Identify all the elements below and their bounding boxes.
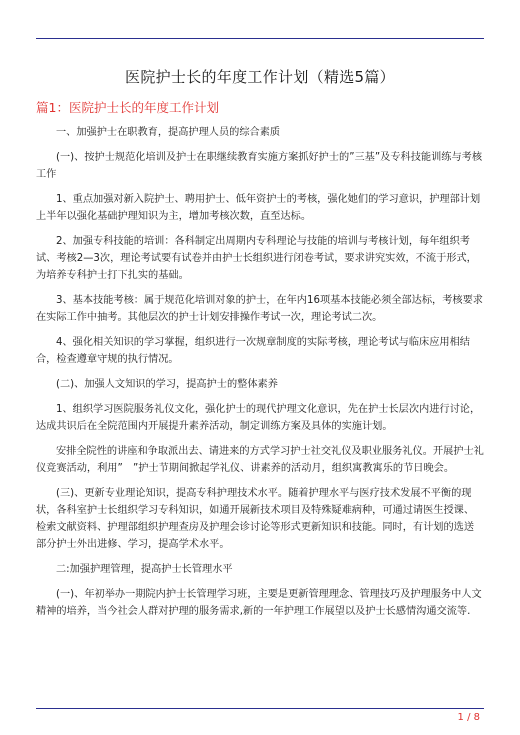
paragraph-item-6: 安排全院性的讲座和争取派出去、请进来的方式学习护士社交礼仪及职业服务礼仪。开展护士礼仪竞赛活动，利用” ”护士节期间掀起学礼仪、讲素养的活动月，组织寓教寓乐的节日晚会。 xyxy=(36,446,484,474)
paragraph-item-4: 4、强化相关知识的学习掌握，组织进行一次规章制度的实际考核，理论考试与临床应用相结合，检查遵章守规的执行情况。 xyxy=(36,337,470,365)
paragraph-subheading-2: (二)、加强人文知识的学习，提高护士的整体素养 xyxy=(56,379,278,390)
paragraph-item-5: 1、组织学习医院服务礼仪文化，强化护士的现代护理文化意识，先在护士长层次内进行讨论，达成共识后在全院范围内开展提升素养活动，制定训练方案及具体的实施计划。 xyxy=(36,404,481,432)
document-body xyxy=(36,124,484,628)
paragraph-item-3: 3、基本技能考核：属于规范化培训对象的护士，在年内16项基本技能必须全部达标，考核要求在实际工作中抽考。其他层次的护士计划安排操作考试一次，理论考试二次。 xyxy=(36,295,483,323)
paragraph-item-2: 2、加强专科技能的培训：各科制定出周期内专科理论与技能的培训与考核计划，每年组织考试、考核2—3次，理论考试要有试卷并由护士长组织进行闭卷考试，要求讲究实效，不流于形式，为培养专科护士打下扎实的基础。 xyxy=(36,236,477,281)
page-number: 1 / 8 xyxy=(457,712,480,723)
paragraph-item-1: 1、重点加强对新入院护士、聘用护士、低年资护士的考核，强化她们的学习意识，护理部计划上半年以强化基础护理知识为主，增加考核次数，直至达标。 xyxy=(36,194,481,222)
paragraph-subheading-3: (三)、更新专业理论知识，提高专科护理技术水平。随着护理水平与医疗技术发展不平衡的现状，各科室护士长组织学习专科知识，如通开展新技术项目及特殊疑难病种，可通过请医生授课、检索文献资料、护理部组织护理查房及护理会诊讨论等形式更新知识和技能。同时，有计划的选送部分护士外出进修、学习，提高学术水平。 xyxy=(36,488,475,550)
paragraph-subheading-4: (一)、年初举办一期院内护士长管理学习班，主要是更新管理理念、管理技巧及护理服务中人文精神的培养，当今社会人群对护理的服务需求,新的一年护理工作展望以及护士长感情沟通交流等. xyxy=(36,589,482,617)
header-rule xyxy=(36,38,484,39)
paragraph-heading-1: 一、加强护士在职教育，提高护理人员的综合素质 xyxy=(56,127,281,138)
document-title: 医院护士长的年度工作计划（精选5篇） xyxy=(125,68,395,86)
footer-rule xyxy=(36,708,484,709)
paragraph-heading-2: 二:加强护理管理，提高护士长管理水平 xyxy=(56,564,233,575)
paragraph-subheading-1: (一)、按护士规范化培训及护士在职继续教育实施方案抓好护士的”三基”及专科技能训练与考核工作 xyxy=(36,152,483,180)
section-heading: 篇1：医院护士长的年度工作计划 xyxy=(36,100,219,115)
